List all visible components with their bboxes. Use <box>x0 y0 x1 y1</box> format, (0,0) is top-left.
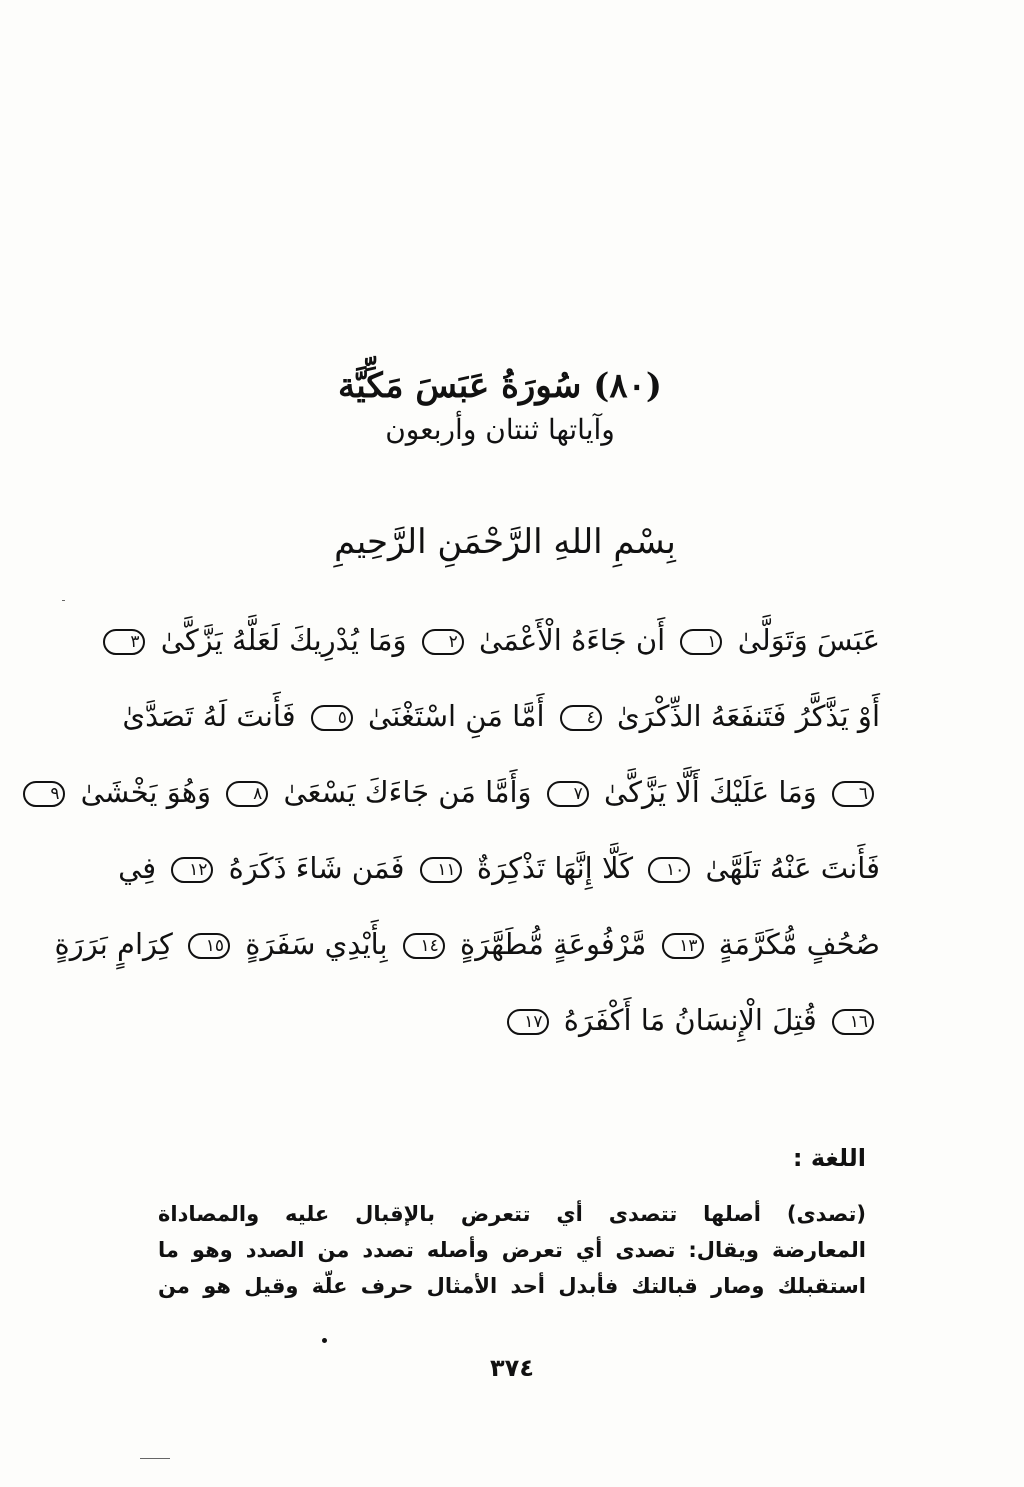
ayah-number-marker: ١٧ <box>507 1009 549 1035</box>
ayah-number-marker: ٣ <box>103 629 145 655</box>
verse-text: صُحُفٍ مُّكَرَّمَةٍ <box>718 927 880 961</box>
ayah-number-marker: ١٣ <box>662 933 704 959</box>
verse-text: فِي <box>118 851 157 885</box>
ayah-number-marker: ٢ <box>422 629 464 655</box>
lugha-commentary <box>158 1196 866 1304</box>
ayah-number-marker: ٥ <box>311 705 353 731</box>
basmala: بِسْمِ اللهِ الرَّحْمَنِ الرَّحِيمِ <box>334 522 676 562</box>
ayah-number-marker: ١١ <box>420 857 462 883</box>
verse-text: أَمَّا مَنِ اسْتَغْنَىٰ <box>368 699 545 733</box>
ink-dot <box>322 1338 327 1343</box>
ayah-number-marker: ١٥ <box>188 933 230 959</box>
ayah-number-marker: ٦ <box>832 781 874 807</box>
commentary-line: المعارضة ويقال: تصدى أي تعرض وأصله تصدد من الصدد وهو ما <box>158 1238 866 1262</box>
surah-header <box>330 362 670 450</box>
verse-line <box>118 830 880 906</box>
verse-line <box>150 982 880 1058</box>
commentary-line: استقبلك وصار قبالتك فأبدل أحد الأمثال حرف علّة وقيل هو من <box>158 1274 866 1298</box>
commentary-line: (تصدى) أصلها تتصدى أي تتعرض بالإقبال عليه والمصاداة <box>158 1202 866 1226</box>
verse-text: فَمَن شَاءَ ذَكَرَهُ <box>228 851 405 885</box>
verse-text: كِرَامٍ بَرَرَةٍ <box>54 927 173 961</box>
verse-text: بِأَيْدِي سَفَرَةٍ <box>245 927 388 961</box>
ayah-number-marker: ١ <box>680 629 722 655</box>
ayah-number-marker: ١٠ <box>648 857 690 883</box>
verse-line <box>130 602 880 678</box>
ayah-number-marker: ٩ <box>23 781 65 807</box>
verse-text: عَبَسَ وَتَوَلَّىٰ <box>737 623 880 657</box>
verse-text: وَمَا يُدْرِيكَ لَعَلَّهُ يَزَّكَّىٰ <box>160 623 407 657</box>
verse-line <box>54 906 880 982</box>
ayah-number-marker: ١٢ <box>171 857 213 883</box>
verse-text: فَأَنتَ لَهُ تَصَدَّىٰ <box>122 699 296 733</box>
verse-text: كَلَّا إِنَّهَا تَذْكِرَةٌ <box>476 851 634 885</box>
verse-text: وَهُوَ يَخْشَىٰ <box>80 775 212 809</box>
verse-text: مَّرْفُوعَةٍ مُّطَهَّرَةٍ <box>460 927 647 961</box>
lugha-heading: اللغة : <box>792 1144 866 1172</box>
verse-text: قُتِلَ الْإِنسَانُ مَا أَكْفَرَهُ <box>563 1003 817 1037</box>
page-number: ٣٧٤ <box>490 1354 534 1382</box>
scan-speck <box>140 1458 170 1459</box>
ayah-number-marker: ١٤ <box>403 933 445 959</box>
scan-speck <box>62 600 65 601</box>
ayah-number-marker: ١٦ <box>832 1009 874 1035</box>
verse-text: فَأَنتَ عَنْهُ تَلَهَّىٰ <box>705 851 880 885</box>
ayah-number-marker: ٤ <box>560 705 602 731</box>
verse-line <box>50 754 880 830</box>
verse-line <box>122 678 880 754</box>
surah-title: (٨٠) سُورَةُ عَبَسَ مَكِّيَّة <box>338 366 662 406</box>
verse-text: أَوْ يَذَّكَّرُ فَتَنفَعَهُ الذِّكْرَىٰ <box>616 699 880 733</box>
verse-text: أَن جَاءَهُ الْأَعْمَىٰ <box>479 623 666 657</box>
quran-verses <box>50 602 880 1058</box>
verse-text: وَمَا عَلَيْكَ أَلَّا يَزَّكَّىٰ <box>604 775 817 809</box>
verse-text: وَأَمَّا مَن جَاءَكَ يَسْعَىٰ <box>283 775 532 809</box>
ayah-number-marker: ٨ <box>226 781 268 807</box>
ayah-number-marker: ٧ <box>547 781 589 807</box>
surah-verse-count: وآياتها ثنتان وأربعون <box>385 413 615 446</box>
